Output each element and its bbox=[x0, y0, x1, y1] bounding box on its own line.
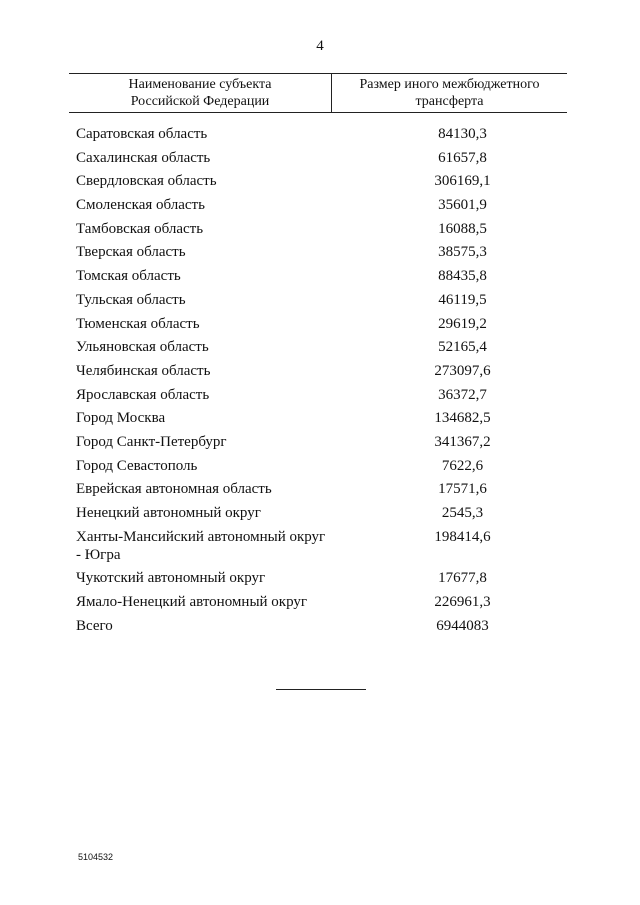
header-amount-line-2: трансферта bbox=[415, 94, 484, 109]
transfer-amount: 306169,1 bbox=[434, 173, 491, 190]
subject-name: Тамбовская область bbox=[76, 220, 204, 237]
subject-name: Ярославская область bbox=[76, 386, 210, 403]
subject-name: Тверская область bbox=[76, 244, 186, 261]
subject-name: Саратовская область bbox=[76, 126, 208, 142]
transfer-amount: 7622,6 bbox=[441, 457, 484, 474]
table-row bbox=[76, 172, 566, 190]
subject-name: Ханты-Мансийский автономный округ - Югра bbox=[76, 528, 326, 563]
table-header bbox=[69, 73, 567, 113]
transfer-amount: 226961,3 bbox=[434, 594, 491, 611]
transfer-amount: 341367,2 bbox=[434, 433, 491, 450]
subject-name: Ямало-Ненецкий автономный округ bbox=[76, 594, 308, 611]
table-row bbox=[76, 362, 566, 380]
table-row bbox=[76, 386, 566, 404]
transfer-amount: 16088,5 bbox=[438, 220, 487, 237]
subject-name: Томская область bbox=[76, 268, 181, 285]
header-amount-column bbox=[332, 74, 567, 112]
subject-name: Город Севастополь bbox=[76, 457, 198, 474]
page-number: 4 bbox=[316, 38, 324, 54]
header-subject-line-1: Наименование субъекта bbox=[128, 77, 272, 92]
subject-name: Сахалинская область bbox=[76, 149, 211, 166]
table-row bbox=[76, 315, 566, 333]
closing-divider bbox=[276, 689, 366, 690]
subject-name: Еврейская автономная область bbox=[76, 481, 272, 498]
subject-name: Тюменская область bbox=[76, 315, 200, 332]
table-row bbox=[76, 593, 566, 611]
transfer-amount: 46119,5 bbox=[438, 291, 487, 308]
subject-name: Челябинская область bbox=[76, 362, 211, 379]
table-row bbox=[76, 409, 566, 427]
transfer-amount: 84130,3 bbox=[438, 126, 487, 142]
header-amount-line-1: Размер иного межбюджетного bbox=[359, 77, 540, 92]
subject-name: Ненецкий автономный округ bbox=[76, 505, 261, 521]
table-row bbox=[76, 149, 566, 167]
table-row bbox=[76, 504, 566, 522]
table-row bbox=[76, 457, 566, 475]
transfer-amount: 273097,6 bbox=[434, 362, 491, 379]
transfer-amount: 17677,8 bbox=[438, 570, 487, 587]
transfer-amount: 38575,3 bbox=[438, 244, 487, 261]
table-row bbox=[76, 267, 566, 285]
table-row bbox=[76, 291, 566, 309]
table-row bbox=[76, 196, 566, 214]
transfer-amount: 198414,6 bbox=[434, 528, 491, 545]
transfer-amount: 17571,6 bbox=[438, 481, 487, 498]
subject-name: Ульяновская область bbox=[76, 339, 209, 356]
transfer-amount: 35601,9 bbox=[438, 197, 487, 214]
table-row bbox=[76, 125, 566, 143]
table-row bbox=[76, 528, 566, 564]
transfer-amount: 52165,4 bbox=[438, 339, 487, 356]
header-subject-column bbox=[69, 74, 332, 112]
subject-name: Город Москва bbox=[76, 410, 166, 427]
header-subject-line-2: Российской Федерации bbox=[130, 94, 270, 109]
table-row bbox=[76, 433, 566, 451]
transfer-amount: 88435,8 bbox=[438, 268, 487, 285]
table-row bbox=[76, 338, 566, 356]
table-row bbox=[76, 617, 566, 635]
table-row bbox=[76, 569, 566, 587]
subject-name: Смоленская область bbox=[76, 197, 205, 214]
document-code: 5104532 bbox=[78, 852, 114, 862]
subject-name: Всего bbox=[76, 617, 113, 634]
subject-name: Чукотский автономный округ bbox=[76, 570, 266, 587]
transfer-amount: 6944083 bbox=[436, 617, 489, 634]
subject-name: Город Санкт-Петербург bbox=[76, 433, 227, 450]
transfer-amount: 29619,2 bbox=[438, 315, 487, 332]
subject-name: Тульская область bbox=[76, 291, 186, 308]
transfer-amount: 2545,3 bbox=[441, 505, 484, 521]
transfer-amount: 36372,7 bbox=[438, 386, 487, 403]
subject-name: Свердловская область bbox=[76, 173, 217, 190]
table-body bbox=[76, 125, 566, 640]
table-row bbox=[76, 220, 566, 238]
table-row bbox=[76, 243, 566, 261]
transfer-amount: 134682,5 bbox=[434, 410, 491, 427]
transfer-amount: 61657,8 bbox=[438, 149, 487, 166]
table-row bbox=[76, 480, 566, 498]
